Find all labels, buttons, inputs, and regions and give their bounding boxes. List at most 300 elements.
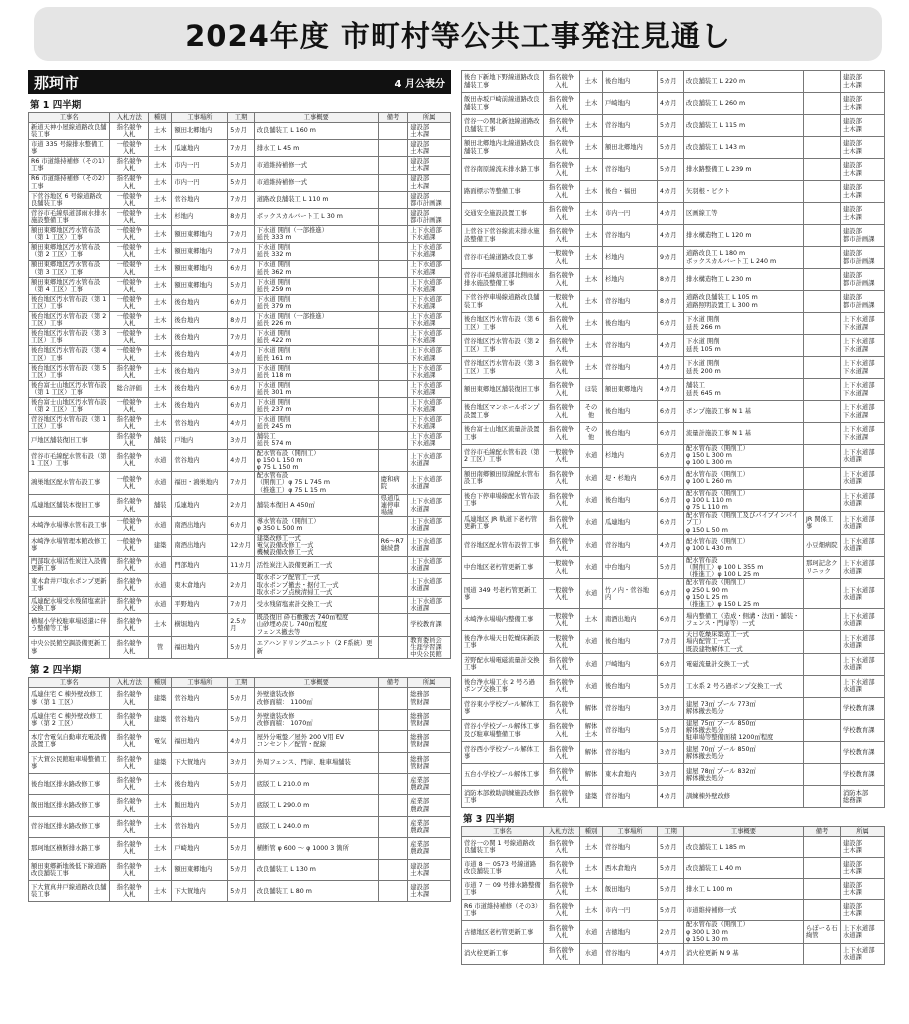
remarks-cell	[378, 688, 407, 709]
work-type-cell: 土木	[148, 174, 171, 191]
duration-cell: 5カ月	[658, 159, 684, 181]
location-cell: 後台・福田	[603, 181, 658, 203]
project-name-cell: 木崎浄水場場内整備工事	[462, 609, 544, 631]
work-type-cell: 水道	[148, 557, 171, 574]
quarter-1-table	[28, 112, 451, 659]
header-remarks: 備考	[378, 113, 407, 123]
summary-cell: 市道維持補修一式	[254, 174, 378, 191]
project-name-cell: 菅谷東小学校プール解体工事	[462, 697, 544, 719]
duration-cell: 5カ月	[658, 837, 684, 858]
summary-cell: 排水路整備工 L 239 m	[684, 159, 804, 181]
duration-cell: 7カ月	[228, 226, 254, 243]
project-name-cell: 額田南郷額田原線配水管布設工事	[462, 467, 544, 489]
city-name: 那珂市	[34, 73, 80, 92]
remarks-cell	[378, 449, 407, 472]
project-name-cell: 鴻巣地区配水管布設工事	[29, 472, 110, 495]
location-cell: 杉地内	[172, 208, 228, 225]
remarks-cell: JR 関係工事	[804, 512, 841, 535]
bid-method-cell: 指名競争 入札	[110, 596, 149, 613]
summary-cell: ポンプ施設工事 N 1 基	[684, 401, 804, 423]
department-cell: 上下水道部 水道課	[841, 467, 885, 489]
bid-method-cell: 指名競争 入札	[544, 93, 580, 115]
work-type-cell: 土木	[148, 614, 171, 637]
remarks-cell	[378, 517, 407, 534]
project-name-cell: 瓜連住宅 C 棟外壁改修工事（第 2 工区）	[29, 709, 110, 730]
table-row	[29, 816, 451, 837]
duration-cell: 7カ月	[658, 631, 684, 654]
work-type-cell: 水道	[580, 631, 603, 654]
table-row	[29, 688, 451, 709]
department-cell: 上下水道部 下水道課	[408, 226, 451, 243]
work-type-cell: ほ装	[580, 379, 603, 401]
department-cell: 上下水道部 水道課	[841, 534, 885, 556]
project-name-cell: 下大賀真井戸線道路改良舗装工事	[29, 880, 110, 901]
work-type-cell: 舗装	[148, 494, 171, 517]
summary-cell: 市道維持補修一式	[254, 157, 378, 174]
table-row	[462, 742, 885, 764]
department-cell: 上下水道部 下水道課	[408, 277, 451, 294]
publication-note: 4 月公表分	[394, 78, 445, 90]
department-cell: 上下水道部 水道課	[841, 653, 885, 675]
city-header	[28, 70, 451, 94]
bid-method-cell: 指名競争 入札	[110, 688, 149, 709]
table-row	[462, 556, 885, 579]
department-cell: 上下水道部 水道課	[841, 556, 885, 579]
project-name-cell: 後台地区汚水管布設（第 6 工区）工事	[462, 313, 544, 335]
summary-cell: 道路改良工 L 180 m ボックスカルバート工 L 240 m	[684, 247, 804, 269]
remarks-cell	[378, 398, 407, 415]
duration-cell: 3カ月	[658, 742, 684, 764]
bid-method-cell: 指名競争 入札	[544, 269, 580, 291]
table-row	[462, 697, 885, 719]
bid-method-cell: 指名競争 入札	[110, 157, 149, 174]
table-row	[29, 363, 451, 380]
work-type-cell: 土木	[580, 879, 603, 900]
bid-method-cell: 指名競争 入札	[110, 773, 149, 794]
department-cell: 上下水道部 下水道課	[841, 379, 885, 401]
work-type-cell: 土木	[148, 191, 171, 208]
duration-cell: 5カ月	[228, 838, 254, 859]
summary-cell: 改良舗装工 L 115 m	[684, 115, 804, 137]
remarks-cell	[804, 379, 841, 401]
table-row	[462, 675, 885, 697]
table-row	[29, 880, 451, 901]
remarks-cell	[378, 731, 407, 752]
remarks-cell	[804, 93, 841, 115]
bid-method-cell: 指名競争 入札	[110, 494, 149, 517]
project-name-cell: 消火栓更新工事	[462, 944, 544, 965]
table-row	[462, 357, 885, 379]
bid-method-cell: 指名競争 入札	[110, 123, 149, 140]
project-name-cell: 中央公民館空調設備更新工事	[29, 636, 110, 659]
location-cell: 後台地内	[172, 398, 228, 415]
work-type-cell: 土木	[580, 137, 603, 159]
location-cell: 菅谷地内	[603, 225, 658, 247]
project-name-cell: 菅谷小学校プール解体工事及び駐車場整備工事	[462, 719, 544, 742]
duration-cell: 7カ月	[228, 596, 254, 613]
work-type-cell: 水道	[580, 653, 603, 675]
table-row	[29, 472, 451, 495]
duration-cell: 5カ月	[658, 675, 684, 697]
quarter-2-table	[28, 677, 451, 902]
summary-cell: 下水道 開削 延長 362 m	[254, 260, 378, 277]
duration-cell: 3カ月	[228, 363, 254, 380]
bid-method-cell: 指名競争 入札	[544, 944, 580, 965]
work-type-cell: 土木	[580, 71, 603, 93]
work-type-cell: 水道	[148, 472, 171, 495]
duration-cell: 11カ月	[228, 557, 254, 574]
work-type-cell: 解体	[580, 697, 603, 719]
project-name-cell: 菅谷地区汚水管布設（第 3 工区）工事	[462, 357, 544, 379]
project-name-cell: 戸地区舗装復旧工事	[29, 432, 110, 449]
summary-cell: 改良舗装工 L 80 m	[254, 880, 378, 901]
project-name-cell: 後台地区汚水管布設（第 1 工区）工事	[29, 294, 110, 311]
project-name-cell: 交通安全施設設置工事	[462, 203, 544, 225]
table-row	[29, 174, 451, 191]
department-cell: 建設部 都市計画課	[841, 291, 885, 313]
quarter-2-continued-table	[461, 70, 885, 808]
bid-method-cell: 指名競争 入札	[110, 636, 149, 659]
project-name-cell: 菅谷市毛線県道部北側雨水排水施設整備工事	[462, 269, 544, 291]
summary-cell: 外壁塗装改修 改修面積： 1070㎡	[254, 709, 378, 730]
summary-cell: 改良舗装工 L 40 m	[684, 858, 804, 879]
duration-cell: 5カ月	[228, 688, 254, 709]
work-type-cell: 水道	[148, 517, 171, 534]
duration-cell: 5カ月	[658, 858, 684, 879]
location-cell: 後台地内	[603, 675, 658, 697]
duration-cell: 6カ月	[658, 609, 684, 631]
table-row	[29, 859, 451, 880]
bid-method-cell: 指名競争 入札	[110, 415, 149, 432]
work-type-cell: その他	[580, 423, 603, 445]
remarks-cell	[378, 614, 407, 637]
project-name-cell: 菅谷市毛線配水管布設（第 2 工区）工事	[462, 445, 544, 468]
bid-method-cell: 一般競争 入札	[544, 445, 580, 468]
project-name-cell: 後台下新地下野線道路改良舗装工事	[462, 71, 544, 93]
bid-method-cell: 指名競争 入札	[544, 115, 580, 137]
header-project-name: 工事名	[462, 827, 544, 837]
work-type-cell: 解体	[580, 764, 603, 786]
header-duration: 工期	[228, 113, 254, 123]
summary-cell: 改良舗装工 L 160 m	[254, 123, 378, 140]
department-cell: 上下水道部 下水道課	[408, 294, 451, 311]
header-bid-method: 入札方法	[544, 827, 580, 837]
work-type-cell: 水道	[580, 675, 603, 697]
remarks-cell	[378, 636, 407, 659]
duration-cell: 5カ月	[228, 636, 254, 659]
remarks-cell	[378, 838, 407, 859]
remarks-cell	[378, 773, 407, 794]
project-name-cell: 瓜連地区舗装本復旧工事	[29, 494, 110, 517]
table-row	[29, 294, 451, 311]
department-cell: 総務部 管財課	[408, 752, 451, 773]
department-cell: 上下水道部 下水道課	[841, 313, 885, 335]
project-name-cell: 菅谷市毛線県道部雨水排水施設整備工事	[29, 208, 110, 225]
department-cell: 教育委員会 生涯学習課 中央公民館	[408, 636, 451, 659]
project-name-cell: 古徳地区老朽管更新工事	[462, 921, 544, 944]
summary-cell: 底版工 L 290.0 m	[254, 795, 378, 816]
project-name-cell: 菅谷市毛線配水管布設（第 1 工区）工事	[29, 449, 110, 472]
table-row	[29, 709, 451, 730]
work-type-cell: 水道	[148, 449, 171, 472]
remarks-cell	[804, 445, 841, 468]
header-bid-method: 入札方法	[110, 113, 149, 123]
department-cell: 上下水道部 下水道課	[408, 380, 451, 397]
summary-cell: 建屋 75㎡ プール 850㎡ 解体撤去処分 駐車場等整備面積 1200㎡程度	[684, 719, 804, 742]
bid-method-cell: 一般競争 入札	[110, 517, 149, 534]
project-name-cell: 菅谷南原線流末排水路工事	[462, 159, 544, 181]
bid-method-cell: 指名競争 入札	[544, 181, 580, 203]
remarks-cell: らぽーる石絢管	[804, 921, 841, 944]
duration-cell: 6カ月	[228, 380, 254, 397]
header-work-type: 種別	[148, 113, 171, 123]
work-type-cell: 土木	[580, 858, 603, 879]
header-project-name: 工事名	[29, 678, 110, 688]
summary-cell: 建屋 78㎡ プール 832㎡ 解体撤去処分	[684, 764, 804, 786]
work-type-cell: 土木	[580, 357, 603, 379]
remarks-cell	[804, 742, 841, 764]
duration-cell: 6カ月	[658, 445, 684, 468]
project-name-cell: 飯田赤坂戸崎前線道路改良舗装工事	[462, 93, 544, 115]
department-cell: 産業部 農政課	[408, 773, 451, 794]
work-type-cell: 土木	[580, 203, 603, 225]
table-row	[29, 534, 451, 557]
header-location: 工事場所	[172, 113, 228, 123]
location-cell: 市内一円	[603, 203, 658, 225]
duration-cell: 6カ月	[228, 294, 254, 311]
work-type-cell: 電気	[148, 731, 171, 752]
location-cell: 後台地内	[172, 380, 228, 397]
remarks-cell	[804, 401, 841, 423]
summary-cell: 道路改良舗装工 L 110 m	[254, 191, 378, 208]
bid-method-cell: 一般競争 入札	[110, 191, 149, 208]
quarter-2-heading: 第 2 四半期	[30, 665, 82, 677]
department-cell: 建設部 土木課	[841, 858, 885, 879]
location-cell: 横堀地内	[172, 614, 228, 637]
table-row	[29, 432, 451, 449]
project-name-cell: 瓜連住宅 C 棟外壁改修工事（第 1 工区）	[29, 688, 110, 709]
duration-cell: 7カ月	[228, 472, 254, 495]
remarks-cell	[804, 609, 841, 631]
project-name-cell: 本庁舎電気自動車充電設備設置工事	[29, 731, 110, 752]
header-remarks: 備考	[378, 678, 407, 688]
remarks-cell	[378, 816, 407, 837]
summary-cell: 矢羽根・ピクト	[684, 181, 804, 203]
table-row	[462, 858, 885, 879]
table-row	[462, 93, 885, 115]
duration-cell: 7カ月	[228, 191, 254, 208]
summary-cell: 配水管布設（開削工） φ 150 L 300 m φ 100 L 300 m	[684, 445, 804, 468]
bid-method-cell: 一般競争 入札	[544, 609, 580, 631]
department-cell: 建設部 土木課	[408, 859, 451, 880]
remarks-cell	[378, 226, 407, 243]
remarks-cell	[378, 574, 407, 597]
duration-cell: 6カ月	[228, 398, 254, 415]
project-name-cell: 後台下停車場線配水管布設工事	[462, 489, 544, 512]
location-cell: 東木倉地内	[172, 574, 228, 597]
work-type-cell: 土木	[580, 900, 603, 921]
work-type-cell: 土木	[148, 312, 171, 329]
summary-cell: 配水管布設（開削工） φ 100 L 260 m	[684, 467, 804, 489]
department-cell: 上下水道部 下水道課	[841, 423, 885, 445]
remarks-cell	[804, 269, 841, 291]
location-cell: 後台地内	[603, 489, 658, 512]
department-cell: 学校教育課	[841, 719, 885, 742]
work-type-cell: 土木	[580, 93, 603, 115]
summary-cell: 屋外分電盤／屋外 200 V用 EV コンセント／配管・配線	[254, 731, 378, 752]
summary-cell: 改良舗装工 L 260 m	[684, 93, 804, 115]
header-project-name: 工事名	[29, 113, 110, 123]
work-type-cell: 水道	[580, 556, 603, 579]
duration-cell: 5カ月	[228, 773, 254, 794]
duration-cell: 6カ月	[658, 512, 684, 535]
remarks-cell	[804, 858, 841, 879]
department-cell: 総務部 管財課	[408, 731, 451, 752]
duration-cell: 6カ月	[658, 579, 684, 609]
location-cell: 南酒出地内	[172, 517, 228, 534]
summary-cell: 排水構造物工 L 120 m	[684, 225, 804, 247]
project-name-cell: 後台富士山地区汚水管布設（第 2 工区）工事	[29, 398, 110, 415]
remarks-cell	[378, 709, 407, 730]
work-type-cell: 管	[148, 636, 171, 659]
remarks-cell	[804, 697, 841, 719]
summary-cell: 排水構造物工 L 230 m	[684, 269, 804, 291]
table-row	[462, 313, 885, 335]
header-summary: 工事概要	[684, 827, 804, 837]
summary-cell: 排水工 L 45 m	[254, 140, 378, 157]
table-row	[29, 277, 451, 294]
bid-method-cell: 指名競争 入札	[544, 837, 580, 858]
remarks-cell	[378, 329, 407, 346]
bid-method-cell: 指名競争 入札	[544, 71, 580, 93]
summary-cell: 配水管布設（開削工） φ 300 L 30 m φ 150 L 30 m	[684, 921, 804, 944]
duration-cell: 5カ月	[658, 115, 684, 137]
summary-cell: 横断管 φ 600 ～ φ 1000 3 箇所	[254, 838, 378, 859]
table-row	[29, 157, 451, 174]
table-row	[29, 449, 451, 472]
work-type-cell: 土木	[148, 795, 171, 816]
summary-cell: 舗装工 延長 574 m	[254, 432, 378, 449]
work-type-cell: 水道	[580, 579, 603, 609]
project-name-cell: 菅谷地区汚水管布設（第 1 工区）工事	[29, 415, 110, 432]
duration-cell: 5カ月	[658, 900, 684, 921]
remarks-cell	[378, 294, 407, 311]
location-cell: 福田地内	[172, 636, 228, 659]
duration-cell: 5カ月	[658, 879, 684, 900]
work-type-cell: 土木	[580, 247, 603, 269]
project-name-cell: 後台富士山地区汚水管布設（第 1 工区）工事	[29, 380, 110, 397]
department-cell: 上下水道部 水道課	[408, 517, 451, 534]
project-name-cell: 市道 7 － 09 号排水路整備工事	[462, 879, 544, 900]
title-bar	[34, 7, 882, 61]
location-cell: 後台地内	[172, 346, 228, 363]
bid-method-cell: 指名競争 入札	[110, 816, 149, 837]
duration-cell: 4カ月	[228, 449, 254, 472]
project-name-cell: R6 市道維持補修（その3）工事	[462, 900, 544, 921]
table-row	[462, 653, 885, 675]
department-cell: 上下水道部 下水道課	[408, 312, 451, 329]
department-cell: 上下水道部 水道課	[841, 921, 885, 944]
project-name-cell: 芳野配水場電磁流量計交換工事	[462, 653, 544, 675]
duration-cell: 5カ月	[228, 174, 254, 191]
duration-cell: 4カ月	[228, 731, 254, 752]
bid-method-cell: 指名競争 入札	[544, 653, 580, 675]
location-cell: 額田東郷地内	[172, 277, 228, 294]
duration-cell: 5カ月	[658, 137, 684, 159]
work-type-cell: 建築	[580, 786, 603, 808]
table-row	[462, 225, 885, 247]
summary-cell: 下水道 開削 延長 259 m	[254, 277, 378, 294]
work-type-cell: 土木	[148, 226, 171, 243]
table-row	[462, 115, 885, 137]
bid-method-cell: 指名競争 入札	[544, 900, 580, 921]
bid-method-cell: 一般競争 入札	[544, 556, 580, 579]
project-name-cell: 後台地区排水路改修工事	[29, 773, 110, 794]
project-name-cell: 後台地区汚水管布設（第 2 工区）工事	[29, 312, 110, 329]
bid-method-cell: 指名競争 入札	[544, 423, 580, 445]
table-row	[462, 467, 885, 489]
work-type-cell: 土木	[148, 123, 171, 140]
project-name-cell: 後台地区汚水管布設（第 5 工区）工事	[29, 363, 110, 380]
summary-cell: 既設復旧 砕石敷撤去 740㎡程度 山砂埋め戻し 740㎡程度 フェンス撤去等	[254, 614, 378, 637]
work-type-cell: 土木	[580, 837, 603, 858]
left-column	[28, 70, 451, 902]
duration-cell: 3カ月	[658, 697, 684, 719]
duration-cell: 6カ月	[658, 313, 684, 335]
table-row	[462, 900, 885, 921]
remarks-cell: 県道瓜連停車場線	[378, 494, 407, 517]
department-cell: 上下水道部 水道課	[841, 944, 885, 965]
bid-method-cell: 一般競争 入札	[110, 398, 149, 415]
summary-cell: 流量計施設工事 N 1 基	[684, 423, 804, 445]
summary-cell: 配水管布設（開削工） φ 150 L 150 m φ 75 L 150 m	[254, 449, 378, 472]
location-cell: 戸地内	[172, 432, 228, 449]
bid-method-cell: 指名競争 入札	[110, 432, 149, 449]
work-type-cell: 土木	[148, 346, 171, 363]
department-cell: 上下水道部 下水道課	[408, 432, 451, 449]
department-cell: 上下水道部 水道課	[408, 494, 451, 517]
department-cell: 消防本部 総務課	[841, 786, 885, 808]
bid-method-cell: 一般競争 入札	[110, 226, 149, 243]
bid-method-cell: 一般競争 入札	[110, 534, 149, 557]
bid-method-cell: 一般競争 入札	[544, 631, 580, 654]
remarks-cell	[378, 208, 407, 225]
summary-cell: 消火栓更新 N 9 基	[684, 944, 804, 965]
work-type-cell: 土木	[148, 363, 171, 380]
department-cell: 総務部 管財課	[408, 688, 451, 709]
remarks-cell	[378, 752, 407, 773]
duration-cell: 5カ月	[658, 71, 684, 93]
table-row	[29, 415, 451, 432]
project-name-cell: 菅谷西小学校プール解体工事	[462, 742, 544, 764]
department-cell: 上下水道部 水道課	[841, 512, 885, 535]
table-row	[462, 181, 885, 203]
work-type-cell: 舗装	[148, 432, 171, 449]
location-cell: 門部地内	[172, 557, 228, 574]
work-type-cell: 土木	[580, 335, 603, 357]
location-cell: 額田北郷地内	[603, 137, 658, 159]
location-cell: 後台地内	[603, 631, 658, 654]
remarks-cell	[804, 247, 841, 269]
header-work-type: 種別	[580, 827, 603, 837]
department-cell: 建設部 都市計画課	[408, 208, 451, 225]
duration-cell: 5カ月	[228, 277, 254, 294]
bid-method-cell: 指名競争 入札	[110, 731, 149, 752]
duration-cell: 2カ月	[228, 574, 254, 597]
remarks-cell	[378, 432, 407, 449]
table-row	[462, 837, 885, 858]
location-cell: 菅谷地内	[603, 357, 658, 379]
